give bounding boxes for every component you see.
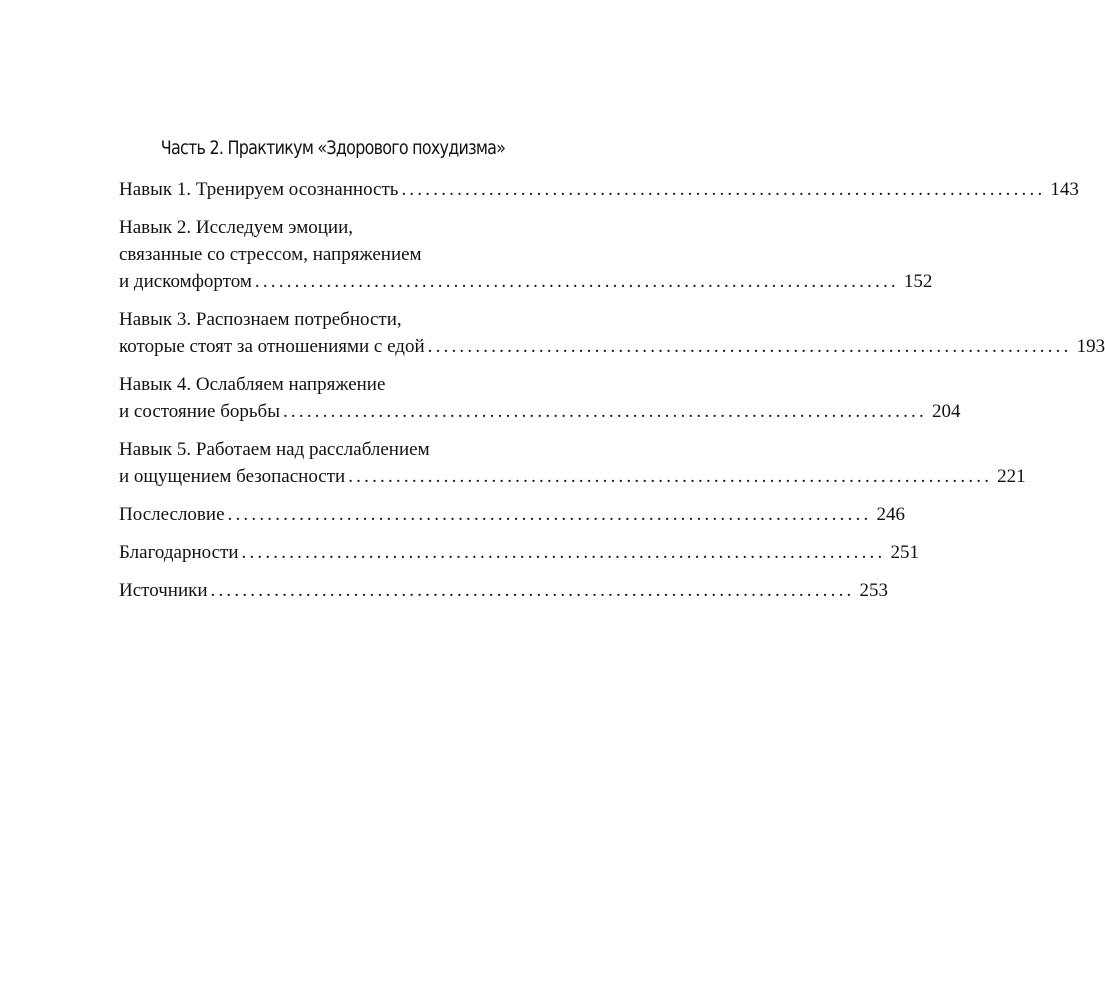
dot-leader: ................................................................................. bbox=[254, 271, 899, 292]
toc-entry-last-line bbox=[119, 398, 961, 425]
toc-entry-title-line: Навык 2. Исследуем эмоции, bbox=[119, 217, 354, 238]
toc-entry-skill-5[interactable] bbox=[119, 436, 1026, 490]
table-of-contents bbox=[119, 176, 1105, 615]
toc-entry-skill-1[interactable] bbox=[119, 176, 1079, 203]
toc-entry-title-line: Навык 5. Работаем над расслаблением bbox=[119, 439, 430, 460]
toc-entry-acknowledgements[interactable] bbox=[119, 539, 919, 566]
toc-entry-title: и ощущением безопасности bbox=[119, 466, 346, 487]
dot-leader: ................................................................................. bbox=[227, 504, 872, 525]
toc-entry-title: Источники bbox=[119, 580, 208, 601]
toc-entry-skill-3[interactable] bbox=[119, 306, 1105, 360]
dot-leader: ................................................................................. bbox=[427, 336, 1072, 357]
page-number: 246 bbox=[876, 504, 905, 525]
toc-entry-title-line: связанные со стрессом, напряжением bbox=[119, 244, 422, 265]
toc-entry-title-line: Навык 4. Ослабляем напряжение bbox=[119, 374, 386, 395]
toc-entry-afterword[interactable] bbox=[119, 501, 905, 528]
toc-entry-last-line bbox=[119, 539, 919, 566]
toc-entry-last-line bbox=[119, 333, 1105, 360]
toc-entry-title: и дискомфортом bbox=[119, 271, 252, 292]
toc-entry-title: и состояние борьбы bbox=[119, 401, 280, 422]
dot-leader: ................................................................................. bbox=[282, 401, 927, 422]
toc-entry-title: Благодарности bbox=[119, 542, 239, 563]
dot-leader: ................................................................................. bbox=[348, 466, 993, 487]
toc-entry-last-line bbox=[119, 577, 888, 604]
toc-entry-title-line: Навык 3. Распознаем потребности, bbox=[119, 309, 402, 330]
dot-leader: ................................................................................. bbox=[241, 542, 886, 563]
toc-entry-skill-4[interactable] bbox=[119, 371, 961, 425]
page-number: 251 bbox=[890, 542, 919, 563]
toc-entry-title: Послесловие bbox=[119, 504, 225, 525]
dot-leader: ................................................................................. bbox=[210, 580, 855, 601]
page-number: 221 bbox=[997, 466, 1026, 487]
toc-entry-last-line bbox=[119, 501, 905, 528]
part-heading: Часть 2. Практикум «Здорового похудизма» bbox=[160, 137, 506, 159]
page-number: 193 bbox=[1076, 336, 1105, 357]
toc-entry-last-line bbox=[119, 463, 1026, 490]
toc-entry-title: Навык 1. Тренируем осознанность bbox=[119, 179, 399, 200]
toc-entry-skill-2[interactable] bbox=[119, 214, 933, 295]
toc-entry-last-line bbox=[119, 176, 1079, 203]
page-number: 253 bbox=[859, 580, 888, 601]
page-number: 143 bbox=[1050, 179, 1079, 200]
toc-entry-sources[interactable] bbox=[119, 577, 888, 604]
toc-entry-title: которые стоят за отношениями с едой bbox=[119, 336, 425, 357]
page-number: 204 bbox=[931, 401, 961, 422]
toc-entry-last-line bbox=[119, 268, 933, 295]
page-number: 152 bbox=[903, 271, 933, 292]
dot-leader: ................................................................................. bbox=[401, 179, 1046, 200]
